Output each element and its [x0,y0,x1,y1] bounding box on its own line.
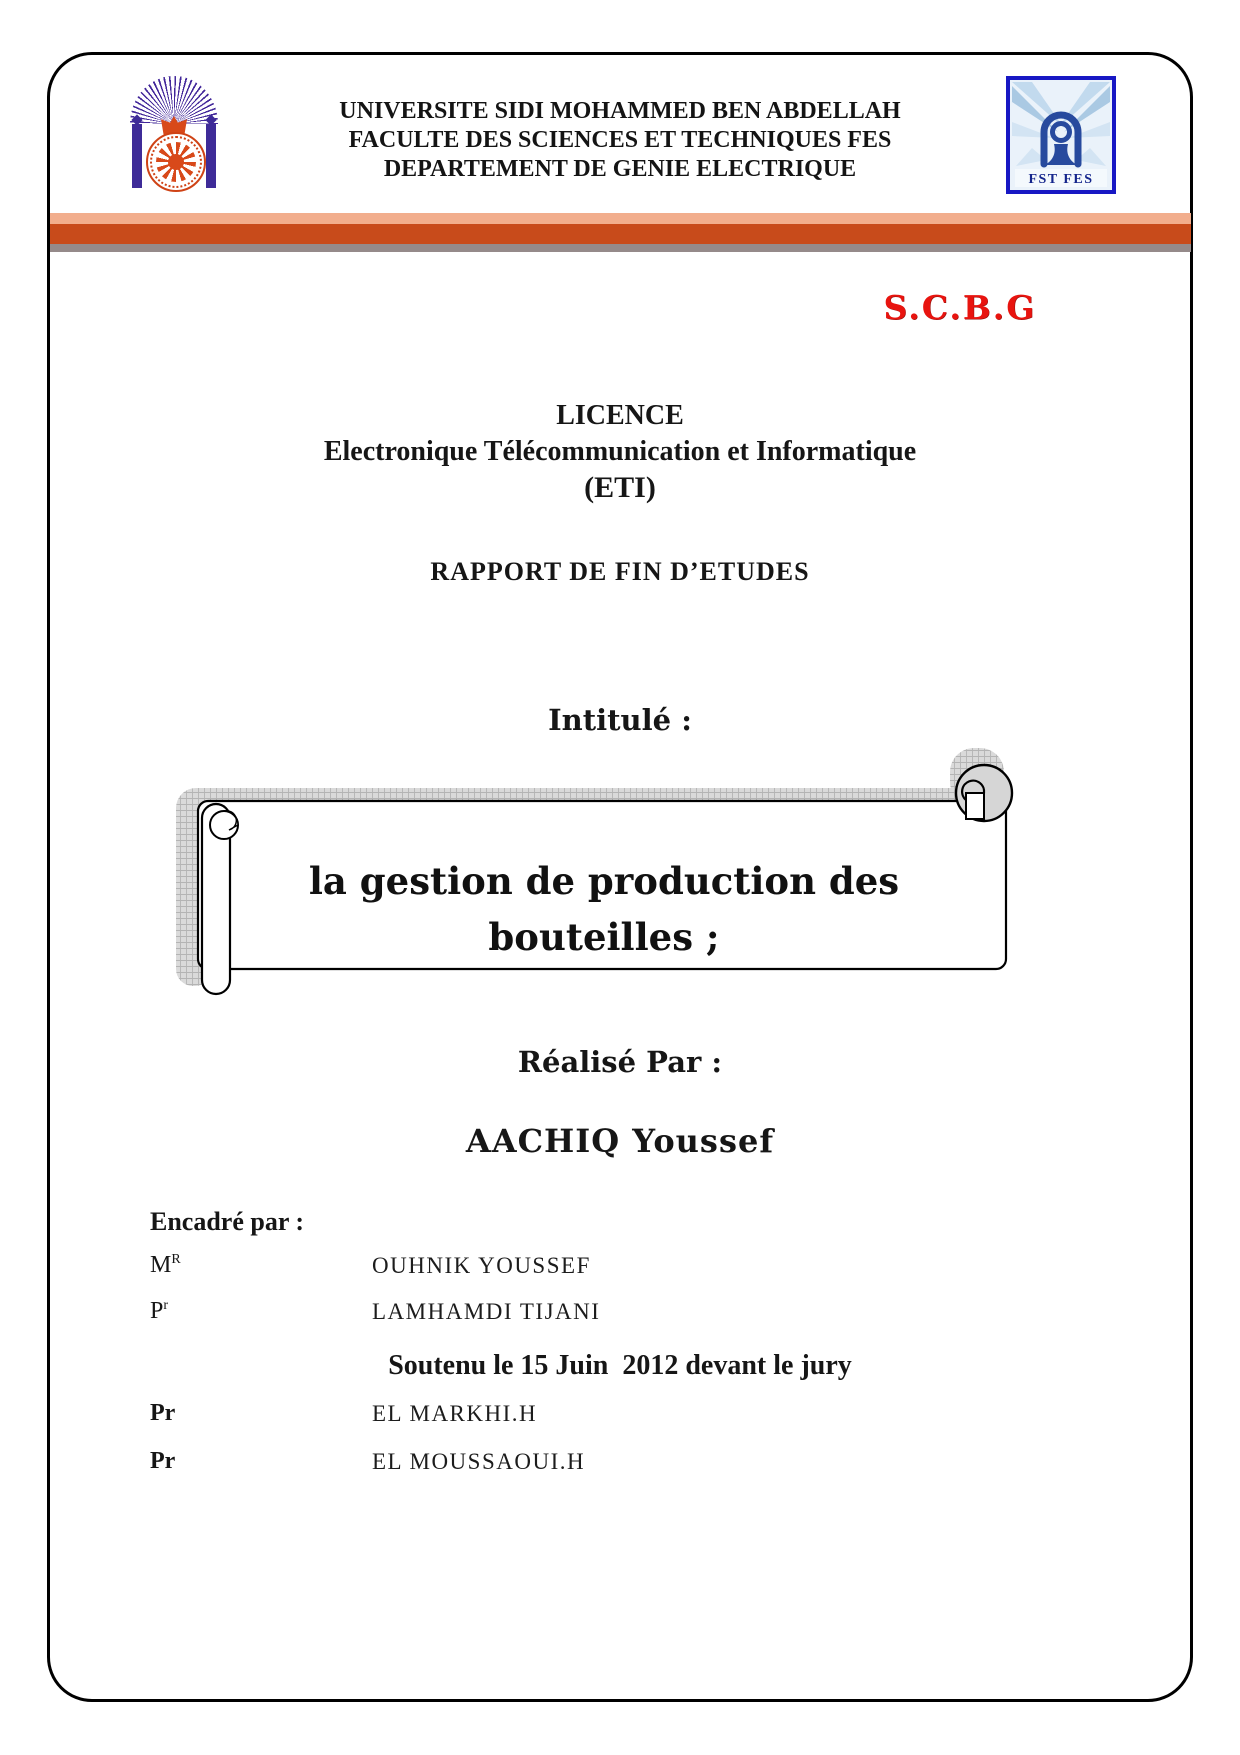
emblem-pillar-right [206,124,216,188]
jury-label: Pr [150,1448,176,1474]
faculty-name: FACULTE DES SCIENCES ET TECHNIQUES FES [348,127,892,153]
scroll-right-curl [956,765,1012,821]
department-name: DEPARTEMENT DE GENIE ELECTRIQUE [383,156,857,182]
divider-bar-gray-stripe [50,244,1191,252]
supervisor-name: LAMHAMDI TIJANI [372,1299,601,1324]
fst-fes-crest-icon [1006,76,1116,194]
emblem-rosette-core [168,154,184,170]
scroll-banner [168,744,1020,1006]
program-block [70,398,1170,506]
project-title-line2: bouteilles ; [488,915,720,959]
divider-bar [50,213,1191,252]
jury-label: Pr [150,1400,176,1426]
jury-row [150,1448,586,1482]
divider-bar-salmon-stripe [50,213,1191,224]
supervisor-row [150,1252,591,1286]
degree-abbreviation: (ETI) [584,471,656,504]
defense-line: Soutenu le 15 Juin 2012 devant le jury [388,1350,852,1381]
company-badge: S.C.B.G [883,288,1037,327]
encadre-par-label: Encadré par : [150,1207,305,1236]
supervisor-name: OUHNIK YOUSSEF [372,1253,591,1278]
fst-logo-label: FST FES [1028,172,1094,187]
speciality-title: Electronique Télécommunication et Informatique [323,436,917,467]
jury-row [150,1400,538,1434]
supervisor-label: $P^r$ [150,1298,169,1324]
realise-par-label: Réalisé Par : [517,1045,723,1079]
emblem-pillar-left [132,124,142,188]
emblem-medallion [146,132,206,192]
project-title-line1: la gestion de production des [308,859,900,903]
jury-name: EL MOUSSAOUI.H [372,1449,586,1474]
supervisor-row [150,1298,601,1332]
report-type: RAPPORT DE FIN D’ETUDES [430,557,810,586]
university-name: UNIVERSITE SIDI MOHAMMED BEN ABDELLAH [339,98,901,124]
supervisor-label: $M^R$ [150,1252,181,1278]
institution-header [220,97,1020,184]
supervisor-label-sup: r [163,1298,169,1313]
title-label: Intitulé : [548,703,692,737]
university-seal-icon [124,72,224,198]
supervisor-label-sup: R [171,1252,181,1267]
author-name: AACHIQ Youssef [465,1122,775,1160]
degree-title: LICENCE [556,400,684,431]
jury-name: EL MARKHI.H [372,1401,538,1426]
divider-bar-orange-stripe [50,224,1191,244]
